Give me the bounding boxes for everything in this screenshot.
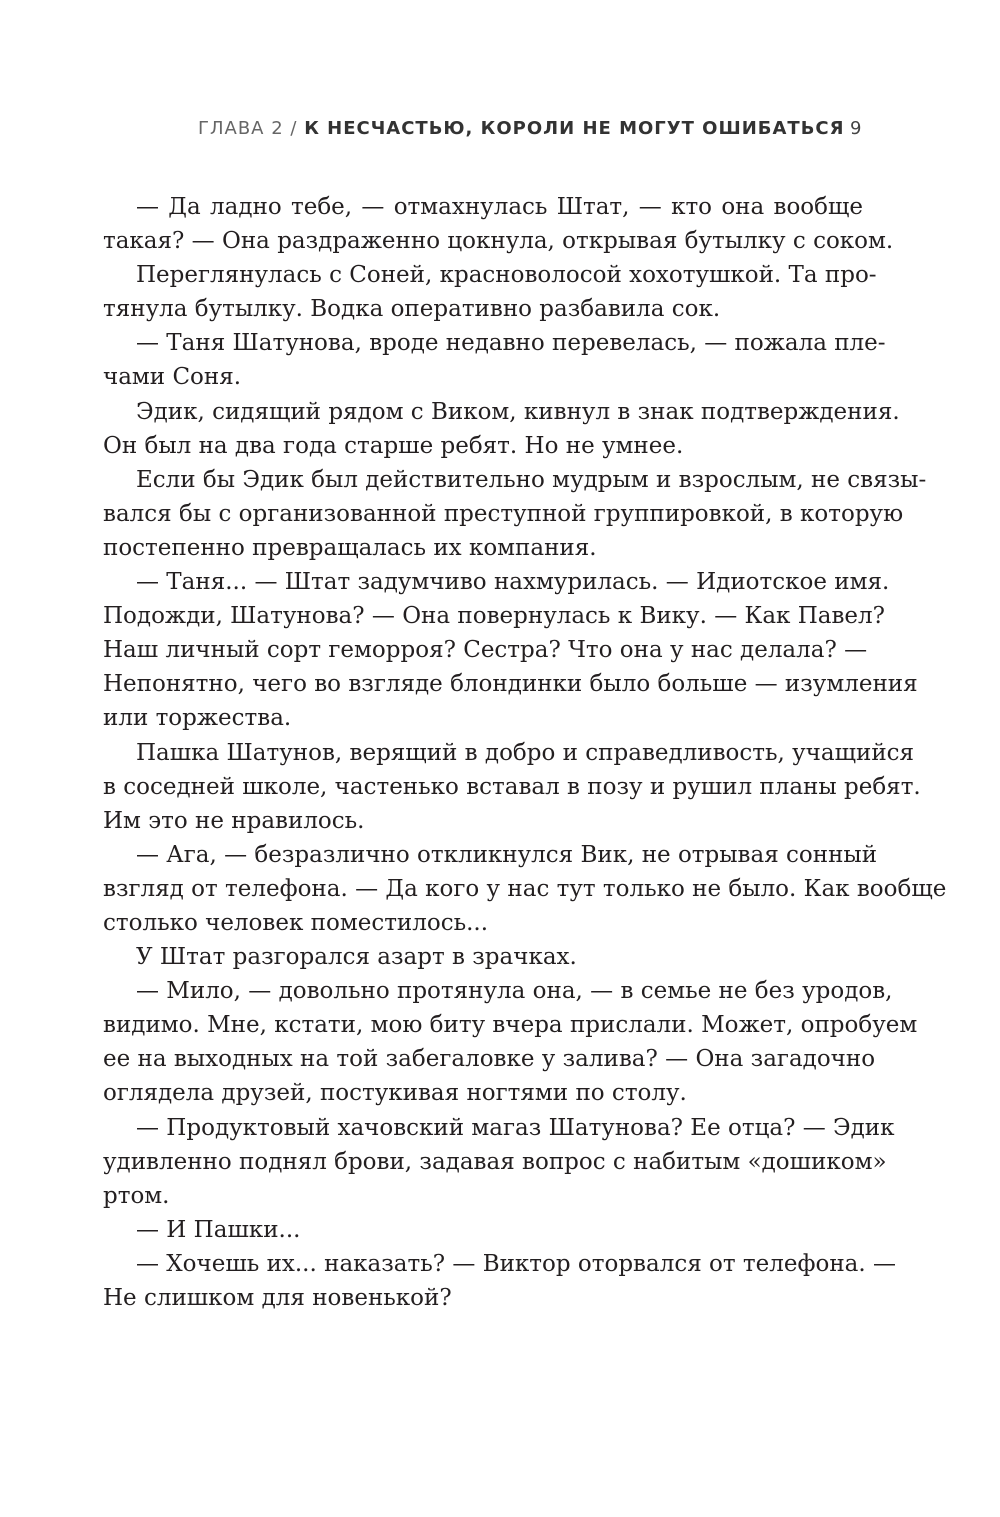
text-line: удивленно поднял брови, задавая вопрос с набитым «дошиком» xyxy=(103,1148,887,1175)
text-line: или торжества. xyxy=(103,705,292,732)
text-line: оглядела друзей, постукивая ногтями по столу. xyxy=(103,1080,687,1107)
paragraph xyxy=(103,190,894,258)
text-line: взгляд от телефона. — Да кого у нас тут только не было. Как вообще xyxy=(103,875,947,902)
page-number: 9 xyxy=(850,118,863,139)
text-line: такая? — Она раздраженно цокнула, открывая бутылку с соком. xyxy=(103,228,894,255)
body-text xyxy=(103,190,947,1315)
text-line: — Да ладно тебе, — отмахнулась Штат, — кто она вообще xyxy=(136,194,863,220)
paragraph xyxy=(103,395,900,463)
running-header xyxy=(0,118,1000,148)
text-line: Непонятно, чего во взгляде блондинки было больше — изумления xyxy=(103,671,918,698)
text-line: У Штат разгорался азарт в зрачках. xyxy=(136,944,577,971)
paragraph xyxy=(103,463,927,565)
text-line: Наш личный сорт геморроя? Сестра? Что она у нас делала? — xyxy=(103,637,868,664)
text-line: Он был на два года старше ребят. Но не умнее. xyxy=(103,432,684,459)
text-line: — Таня... — Штат задумчиво нахмурилась. — Идиотское имя. xyxy=(136,569,890,596)
text-line: ртом. xyxy=(103,1182,170,1209)
paragraph xyxy=(103,1111,895,1213)
paragraph xyxy=(103,326,886,394)
text-line: вался бы с организованной преступной группировкой, в которую xyxy=(103,500,904,527)
paragraph xyxy=(103,1213,863,1247)
text-line: — Продуктовый хачовский магаз Шатунова? Ее отца? — Эдик xyxy=(136,1114,895,1141)
paragraph xyxy=(103,565,918,735)
text-line: Им это не нравилось. xyxy=(103,807,365,834)
text-line: — Ага, — безразлично откликнулся Вик, не отрывая сонный xyxy=(136,841,878,868)
text-line: тянула бутылку. Водка оперативно разбавила сок. xyxy=(103,296,721,323)
text-line: Подожди, Шатунова? — Она повернулась к Вику. — Как Павел? xyxy=(103,603,885,630)
text-line: — Таня Шатунова, вроде недавно перевелась, — пожала пле- xyxy=(136,330,886,357)
paragraph xyxy=(103,838,947,940)
text-line: Эдик, сидящий рядом с Виком, кивнул в знак подтверждения. xyxy=(136,398,900,425)
text-line: в соседней школе, частенько вставал в позу и рушил планы ребят. xyxy=(103,773,921,800)
text-line: — Мило, — довольно протянула она, — в семье не без уродов, xyxy=(136,978,893,1005)
text-line: Пашка Шатунов, верящий в добро и справедливость, учащийся xyxy=(136,739,915,766)
text-line: ее на выходных на той забегаловке у залива? — Она загадочно xyxy=(103,1046,876,1073)
paragraph xyxy=(103,258,877,326)
text-line: чами Соня. xyxy=(103,364,242,391)
chapter-title: К НЕСЧАСТЬЮ, КОРОЛИ НЕ МОГУТ ОШИБАТЬСЯ xyxy=(304,118,845,139)
text-line: Если бы Эдик был действительно мудрым и взрослым, не связы- xyxy=(136,466,927,493)
paragraph xyxy=(103,974,918,1110)
chapter-label: ГЛАВА 2 / xyxy=(198,118,298,139)
text-line: постепенно превращалась их компания. xyxy=(103,534,597,561)
text-line: — Хочешь их... наказать? — Виктор оторвался от телефона. — xyxy=(136,1250,896,1277)
text-line: Переглянулась с Соней, красноволосой хохотушкой. Та про- xyxy=(136,262,877,289)
paragraph xyxy=(103,736,921,838)
chapter-heading xyxy=(198,118,845,139)
text-line: — И Пашки... xyxy=(136,1216,301,1243)
text-line: видимо. Мне, кстати, мою биту вчера прислали. Может, опробуем xyxy=(103,1012,918,1039)
paragraph xyxy=(103,1247,896,1315)
text-line: столько человек поместилось... xyxy=(103,909,489,936)
paragraph xyxy=(103,940,863,974)
text-line: Не слишком для новенькой? xyxy=(103,1285,452,1311)
